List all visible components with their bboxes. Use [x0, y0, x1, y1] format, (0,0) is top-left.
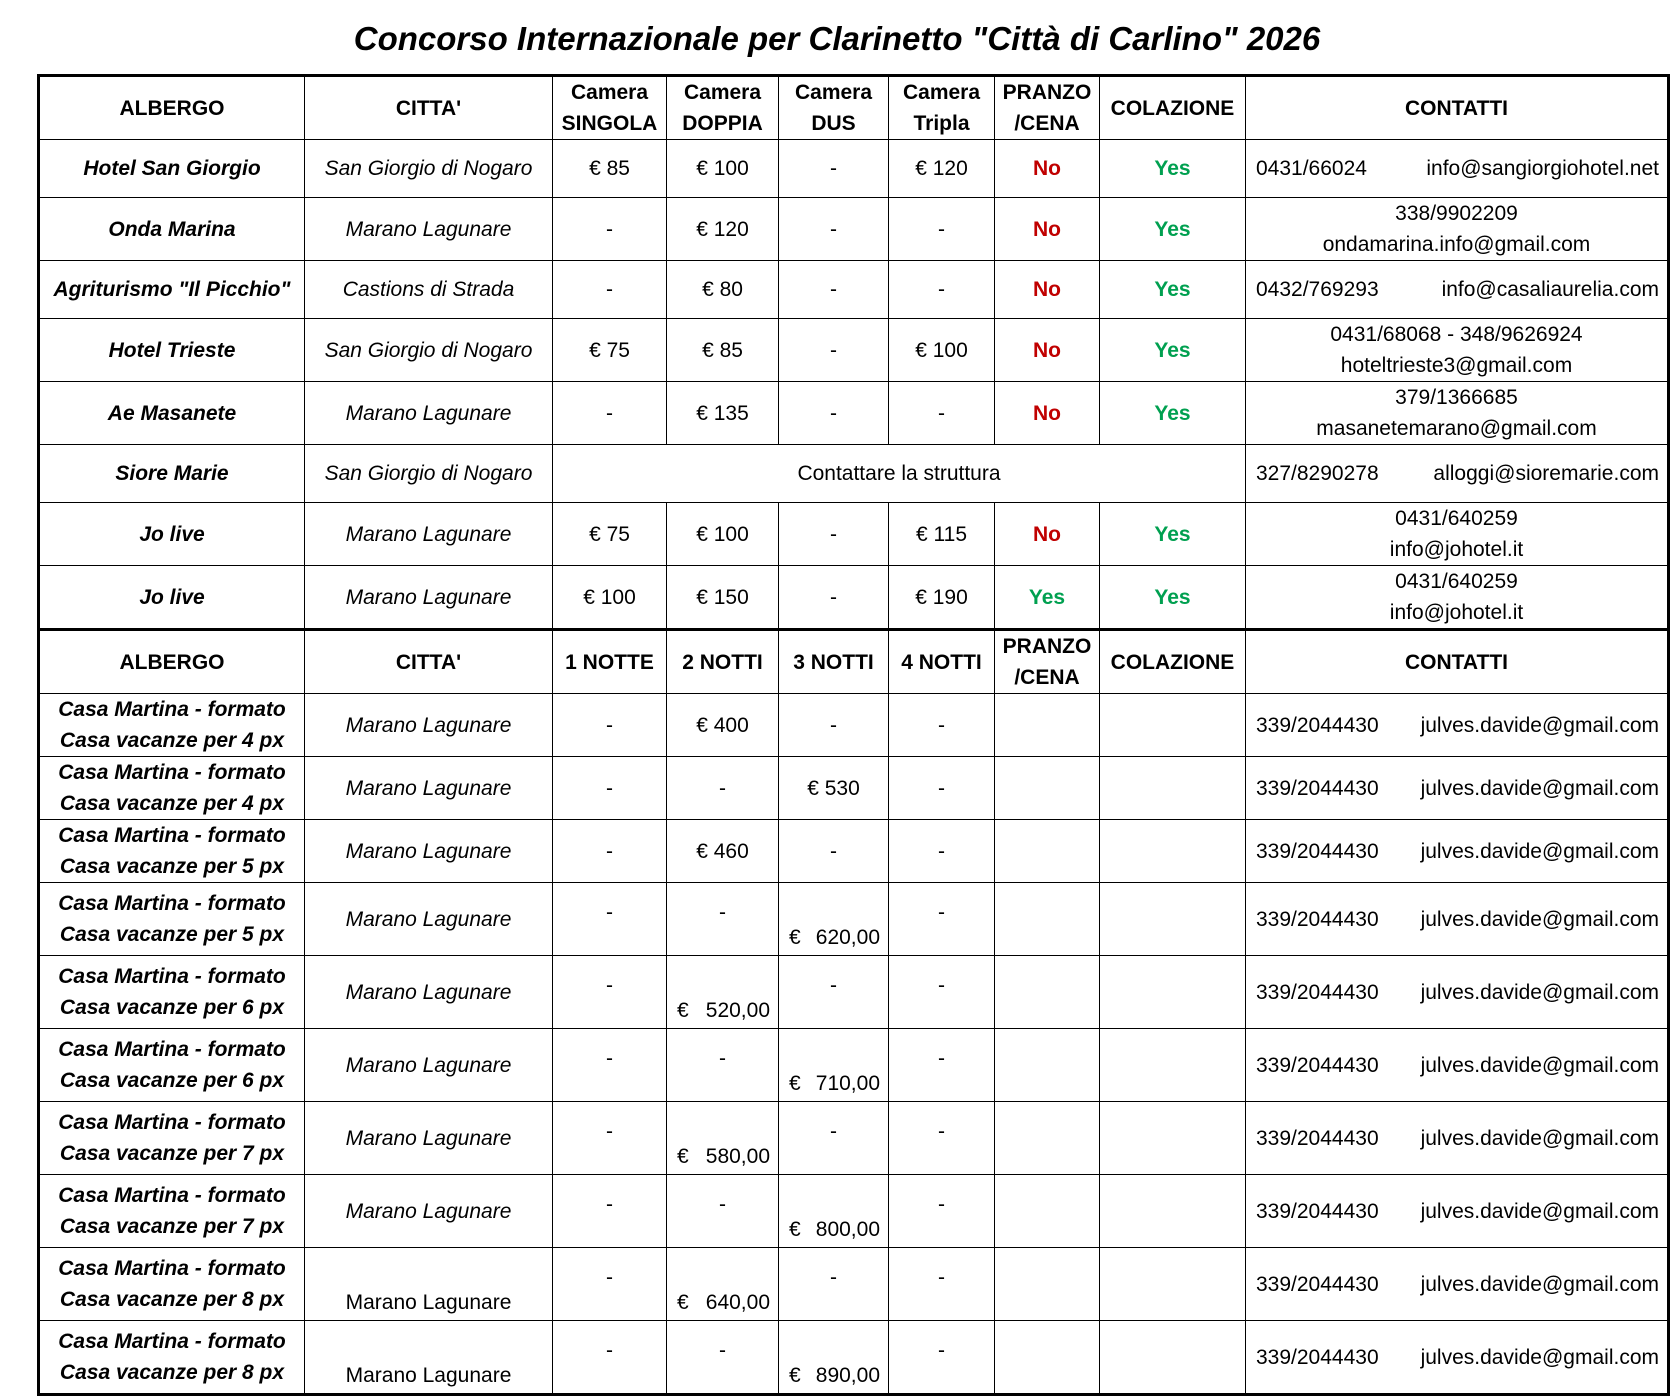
hotel-city: Marano Lagunare [305, 198, 553, 261]
price-tripla: - [889, 261, 995, 319]
contact-phone: 339/2044430 [1256, 1199, 1379, 1223]
contact-cell [1246, 757, 1669, 820]
house-name [39, 694, 305, 757]
colazione-status: Yes [1100, 140, 1246, 198]
price-n3: - [779, 1248, 889, 1321]
price-n2 [667, 1102, 779, 1175]
price-n2: € 460 [667, 820, 779, 883]
price-singola: - [553, 382, 667, 445]
header-colazione: COLAZIONE [1100, 630, 1246, 694]
price-singola: € 75 [553, 503, 667, 566]
price-n2: - [667, 1029, 779, 1102]
table-row [39, 1248, 1669, 1321]
house-name-line1: Casa Martina - formato [58, 698, 286, 721]
pranzo-cena-status: No [995, 319, 1100, 382]
price-doppia: € 120 [667, 198, 779, 261]
price-amount [671, 995, 774, 1026]
header-dus: Camera DUS [779, 76, 889, 140]
pranzo-cena-status [995, 1175, 1100, 1248]
pranzo-cena-status: No [995, 140, 1100, 198]
table-row [39, 503, 1669, 566]
header-2-notti: 2 NOTTI [667, 630, 779, 694]
contact-cell [1246, 198, 1669, 261]
contact-email: julves.davide@gmail.com [1420, 1126, 1659, 1150]
header-citta: CITTA' [305, 630, 553, 694]
contact-phone: 339/2044430 [1256, 1126, 1379, 1150]
table-row [39, 820, 1669, 883]
contact-email: masanetemarano@gmail.com [1316, 417, 1597, 440]
contact-email: julves.davide@gmail.com [1420, 1053, 1659, 1077]
house-name-line1: Casa Martina - formato [58, 1330, 286, 1353]
colazione-status: Yes [1100, 261, 1246, 319]
contact-cell [1246, 820, 1669, 883]
contact-phone: 0431/68068 - 348/9626924 [1330, 323, 1583, 346]
hotel-name: Ae Masanete [39, 382, 305, 445]
price-value: 800,00 [815, 1218, 880, 1241]
house-city: Marano Lagunare [305, 1175, 553, 1248]
house-name-line2: Casa vacanze per 7 px [59, 1215, 285, 1238]
price-dus: - [779, 140, 889, 198]
house-name-line1: Casa Martina - formato [58, 892, 286, 915]
contact-line [1250, 904, 1663, 935]
colazione-status [1100, 1248, 1246, 1321]
price-doppia: € 85 [667, 319, 779, 382]
contact-email: julves.davide@gmail.com [1420, 1199, 1659, 1223]
table-row [39, 1321, 1669, 1395]
price-n4: - [889, 1175, 995, 1248]
contact-cell [1246, 319, 1669, 382]
price-n3 [779, 883, 889, 956]
colazione-status [1100, 1102, 1246, 1175]
house-name-line1: Casa Martina - formato [58, 761, 286, 784]
price-dus: - [779, 566, 889, 630]
price-amount [783, 1360, 884, 1391]
table-row [39, 319, 1669, 382]
house-name [39, 1102, 305, 1175]
house-name [39, 1175, 305, 1248]
house-name-line2: Casa vacanze per 6 px [59, 996, 285, 1019]
house-city: Marano Lagunare [305, 1248, 553, 1321]
contact-cell [1246, 503, 1669, 566]
hotel-name: Jo live [39, 566, 305, 630]
price-n3: - [779, 820, 889, 883]
contact-cell [1246, 1102, 1669, 1175]
colazione-status [1100, 1029, 1246, 1102]
table-row [39, 956, 1669, 1029]
pranzo-cena-status [995, 757, 1100, 820]
contact-phone: 379/1366685 [1395, 386, 1518, 409]
price-n1: - [553, 1102, 667, 1175]
contact-line [1250, 836, 1663, 867]
house-name-line1: Casa Martina - formato [58, 1038, 286, 1061]
contact-email: info@johotel.it [1389, 601, 1524, 624]
contact-phone: 339/2044430 [1256, 1345, 1379, 1369]
price-amount [783, 922, 884, 953]
pranzo-cena-status [995, 1029, 1100, 1102]
price-n4: - [889, 694, 995, 757]
contact-line [1250, 710, 1663, 741]
price-n1: - [553, 694, 667, 757]
contact-cell [1246, 1248, 1669, 1321]
header-singola: Camera SINGOLA [553, 76, 667, 140]
header-doppia: Camera DOPPIA [667, 76, 779, 140]
price-n1: - [553, 883, 667, 956]
colazione-status: Yes [1100, 319, 1246, 382]
house-city: Marano Lagunare [305, 820, 553, 883]
hotel-note: Contattare la struttura [553, 445, 1246, 503]
price-value: 520,00 [705, 999, 770, 1022]
contact-cell [1246, 883, 1669, 956]
house-city: Marano Lagunare [305, 1321, 553, 1395]
price-singola: - [553, 261, 667, 319]
hotel-name: Siore Marie [39, 445, 305, 503]
house-city: Marano Lagunare [305, 883, 553, 956]
contact-phone: 339/2044430 [1256, 907, 1379, 931]
price-tripla: € 120 [889, 140, 995, 198]
house-name [39, 1321, 305, 1395]
price-n1: - [553, 1321, 667, 1395]
contact-email: info@casaliaurelia.com [1441, 278, 1659, 301]
contact-cell [1246, 1175, 1669, 1248]
pranzo-cena-status [995, 1321, 1100, 1395]
contact-email: julves.davide@gmail.com [1420, 1345, 1659, 1369]
header-contatti: CONTATTI [1246, 76, 1669, 140]
price-n2: - [667, 1175, 779, 1248]
hotel-name: Jo live [39, 503, 305, 566]
currency-symbol: € [677, 999, 689, 1022]
house-name-line2: Casa vacanze per 5 px [59, 923, 285, 946]
table-row [39, 566, 1669, 630]
price-n2: € 400 [667, 694, 779, 757]
price-tripla: € 190 [889, 566, 995, 630]
house-name-line1: Casa Martina - formato [58, 824, 286, 847]
price-n3: - [779, 1102, 889, 1175]
house-name [39, 1248, 305, 1321]
contact-email: julves.davide@gmail.com [1420, 980, 1659, 1004]
hotel-city: Marano Lagunare [305, 382, 553, 445]
house-city: Marano Lagunare [305, 1029, 553, 1102]
price-n4: - [889, 956, 995, 1029]
pranzo-cena-status [995, 694, 1100, 757]
price-doppia: € 100 [667, 503, 779, 566]
price-dus: - [779, 319, 889, 382]
colazione-status: Yes [1100, 198, 1246, 261]
price-doppia: € 135 [667, 382, 779, 445]
price-singola: € 100 [553, 566, 667, 630]
contact-phone: 339/2044430 [1256, 1272, 1379, 1296]
pranzo-cena-status: No [995, 261, 1100, 319]
contact-cell [1246, 694, 1669, 757]
contact-phone: 339/2044430 [1256, 980, 1379, 1004]
currency-symbol: € [789, 1072, 801, 1095]
header-pranzo-line2: /CENA [1014, 666, 1080, 689]
colazione-status [1100, 757, 1246, 820]
price-n1: - [553, 956, 667, 1029]
contact-phone: 339/2044430 [1256, 839, 1379, 863]
contact-line [1250, 274, 1663, 305]
hotel-name: Hotel San Giorgio [39, 140, 305, 198]
table-row [39, 1029, 1669, 1102]
price-singola: € 75 [553, 319, 667, 382]
accommodation-table [37, 74, 1670, 1396]
contact-phone: 339/2044430 [1256, 1053, 1379, 1077]
pranzo-cena-status: No [995, 503, 1100, 566]
header-contatti: CONTATTI [1246, 630, 1669, 694]
contact-line [1250, 977, 1663, 1008]
house-name [39, 820, 305, 883]
price-value: 710,00 [815, 1072, 880, 1095]
contact-cell [1246, 140, 1669, 198]
price-n1: - [553, 1029, 667, 1102]
contact-phone: 0431/640259 [1395, 507, 1518, 530]
pranzo-cena-status [995, 883, 1100, 956]
hotel-city: San Giorgio di Nogaro [305, 319, 553, 382]
table-row [39, 1102, 1669, 1175]
price-n4: - [889, 883, 995, 956]
price-doppia: € 80 [667, 261, 779, 319]
price-tripla: - [889, 198, 995, 261]
price-tripla: € 100 [889, 319, 995, 382]
price-n4: - [889, 1102, 995, 1175]
pranzo-cena-status: Yes [995, 566, 1100, 630]
price-amount [783, 1214, 884, 1245]
price-n2: - [667, 757, 779, 820]
price-amount [671, 1141, 774, 1172]
contact-phone: 0432/769293 [1256, 278, 1379, 301]
colazione-status [1100, 820, 1246, 883]
table-row [39, 883, 1669, 956]
header-3-notti: 3 NOTTI [779, 630, 889, 694]
hotel-city: Castions di Strada [305, 261, 553, 319]
price-n1: - [553, 1248, 667, 1321]
house-name [39, 883, 305, 956]
house-name [39, 757, 305, 820]
price-dus: - [779, 198, 889, 261]
contact-cell [1246, 956, 1669, 1029]
header-pranzo: PRANZO /CENA [995, 76, 1100, 140]
price-n3: - [779, 694, 889, 757]
house-city: Marano Lagunare [305, 1102, 553, 1175]
pranzo-cena-status [995, 1102, 1100, 1175]
price-value: 580,00 [705, 1145, 770, 1168]
contact-cell [1246, 382, 1669, 445]
price-doppia: € 100 [667, 140, 779, 198]
hotel-name: Agriturismo "Il Picchio" [39, 261, 305, 319]
contact-line [1250, 1196, 1663, 1227]
hotel-city: Marano Lagunare [305, 503, 553, 566]
contact-phone: 339/2044430 [1256, 776, 1379, 800]
currency-symbol: € [677, 1291, 689, 1314]
house-name [39, 956, 305, 1029]
header-albergo: ALBERGO [39, 630, 305, 694]
contact-cell [1246, 1029, 1669, 1102]
price-n3 [779, 1321, 889, 1395]
contact-phone: 339/2044430 [1256, 713, 1379, 737]
header-4-notti: 4 NOTTI [889, 630, 995, 694]
house-name-line2: Casa vacanze per 5 px [59, 855, 285, 878]
contact-email: julves.davide@gmail.com [1420, 1272, 1659, 1296]
contact-email: info@sangiorgiohotel.net [1426, 157, 1659, 180]
price-n3: - [779, 956, 889, 1029]
contact-email: ondamarina.info@gmail.com [1322, 233, 1591, 256]
currency-symbol: € [789, 1218, 801, 1241]
price-n4: - [889, 1029, 995, 1102]
currency-symbol: € [789, 1364, 801, 1387]
hotel-city: Marano Lagunare [305, 566, 553, 630]
currency-symbol: € [789, 926, 801, 949]
price-dus: - [779, 503, 889, 566]
price-value: 640,00 [705, 1291, 770, 1314]
price-n2 [667, 1248, 779, 1321]
price-n2: - [667, 883, 779, 956]
header-pranzo-line1: PRANZO [1002, 635, 1092, 658]
table-row [39, 140, 1669, 198]
hotel-name: Onda Marina [39, 198, 305, 261]
price-tripla: - [889, 382, 995, 445]
colazione-status: Yes [1100, 503, 1246, 566]
contact-cell [1246, 445, 1669, 503]
contact-line [1250, 1123, 1663, 1154]
house-name-line2: Casa vacanze per 8 px [59, 1288, 285, 1311]
house-name-line2: Casa vacanze per 7 px [59, 1142, 285, 1165]
contact-email: alloggi@sioremarie.com [1433, 462, 1659, 485]
price-doppia: € 150 [667, 566, 779, 630]
pranzo-cena-status [995, 1248, 1100, 1321]
price-value: 890,00 [815, 1364, 880, 1387]
colazione-status: Yes [1100, 566, 1246, 630]
contact-cell [1246, 566, 1669, 630]
house-city: Marano Lagunare [305, 757, 553, 820]
contact-line [1250, 1269, 1663, 1300]
contact-line [1250, 773, 1663, 804]
price-value: 620,00 [815, 926, 880, 949]
house-name-line2: Casa vacanze per 4 px [59, 729, 285, 752]
price-amount [671, 1287, 774, 1318]
contact-line [1250, 1050, 1663, 1081]
price-n3: € 530 [779, 757, 889, 820]
table-row [39, 445, 1669, 503]
header-row-nights [39, 630, 1669, 694]
colazione-status [1100, 1175, 1246, 1248]
pranzo-cena-status [995, 820, 1100, 883]
house-name-line2: Casa vacanze per 6 px [59, 1069, 285, 1092]
contact-email: hoteltrieste3@gmail.com [1340, 354, 1573, 377]
price-n1: - [553, 1175, 667, 1248]
contact-phone: 327/8290278 [1256, 462, 1379, 485]
price-dus: - [779, 382, 889, 445]
header-pranzo [995, 630, 1100, 694]
colazione-status [1100, 1321, 1246, 1395]
price-n3 [779, 1029, 889, 1102]
contact-cell [1246, 261, 1669, 319]
hotel-city: San Giorgio di Nogaro [305, 140, 553, 198]
house-name-line2: Casa vacanze per 8 px [59, 1361, 285, 1384]
pranzo-cena-status [995, 956, 1100, 1029]
contact-email: info@johotel.it [1389, 538, 1524, 561]
header-citta: CITTA' [305, 76, 553, 140]
header-tripla: Camera Tripla [889, 76, 995, 140]
table-row [39, 198, 1669, 261]
pranzo-cena-status: No [995, 198, 1100, 261]
contact-cell [1246, 1321, 1669, 1395]
table-row [39, 694, 1669, 757]
price-n2: - [667, 1321, 779, 1395]
colazione-status [1100, 956, 1246, 1029]
price-n4: - [889, 820, 995, 883]
table-row [39, 757, 1669, 820]
price-singola: € 85 [553, 140, 667, 198]
header-1-notte: 1 NOTTE [553, 630, 667, 694]
house-name [39, 1029, 305, 1102]
price-n1: - [553, 757, 667, 820]
price-amount [783, 1068, 884, 1099]
contact-phone: 0431/66024 [1256, 157, 1367, 180]
hotel-name: Hotel Trieste [39, 319, 305, 382]
price-tripla: € 115 [889, 503, 995, 566]
price-n2 [667, 956, 779, 1029]
header-albergo: ALBERGO [39, 76, 305, 140]
contact-line [1250, 1342, 1663, 1373]
price-singola: - [553, 198, 667, 261]
price-n4: - [889, 757, 995, 820]
contact-line [1250, 458, 1663, 489]
house-name-line2: Casa vacanze per 4 px [59, 792, 285, 815]
contact-email: julves.davide@gmail.com [1420, 839, 1659, 863]
price-n4: - [889, 1321, 995, 1395]
price-n1: - [553, 820, 667, 883]
table-row [39, 1175, 1669, 1248]
house-city: Marano Lagunare [305, 956, 553, 1029]
hotel-city: San Giorgio di Nogaro [305, 445, 553, 503]
price-n4: - [889, 1248, 995, 1321]
colazione-status [1100, 694, 1246, 757]
contact-email: julves.davide@gmail.com [1420, 907, 1659, 931]
house-city: Marano Lagunare [305, 694, 553, 757]
contact-phone: 0431/640259 [1395, 570, 1518, 593]
house-name-line1: Casa Martina - formato [58, 1111, 286, 1134]
header-colazione: COLAZIONE [1100, 76, 1246, 140]
house-name-line1: Casa Martina - formato [58, 1184, 286, 1207]
contact-email: julves.davide@gmail.com [1420, 776, 1659, 800]
price-n3 [779, 1175, 889, 1248]
table-row [39, 261, 1669, 319]
currency-symbol: € [677, 1145, 689, 1168]
colazione-status: Yes [1100, 382, 1246, 445]
table-row [39, 382, 1669, 445]
price-dus: - [779, 261, 889, 319]
page-title: Concorso Internazionale per Clarinetto "Città di Carlino" 2026 [353, 20, 1321, 57]
contact-email: julves.davide@gmail.com [1420, 713, 1659, 737]
contact-phone: 338/9902209 [1395, 202, 1518, 225]
colazione-status [1100, 883, 1246, 956]
contact-line [1250, 153, 1663, 184]
house-name-line1: Casa Martina - formato [58, 965, 286, 988]
header-row-rooms [39, 76, 1669, 140]
pranzo-cena-status: No [995, 382, 1100, 445]
house-name-line1: Casa Martina - formato [58, 1257, 286, 1280]
